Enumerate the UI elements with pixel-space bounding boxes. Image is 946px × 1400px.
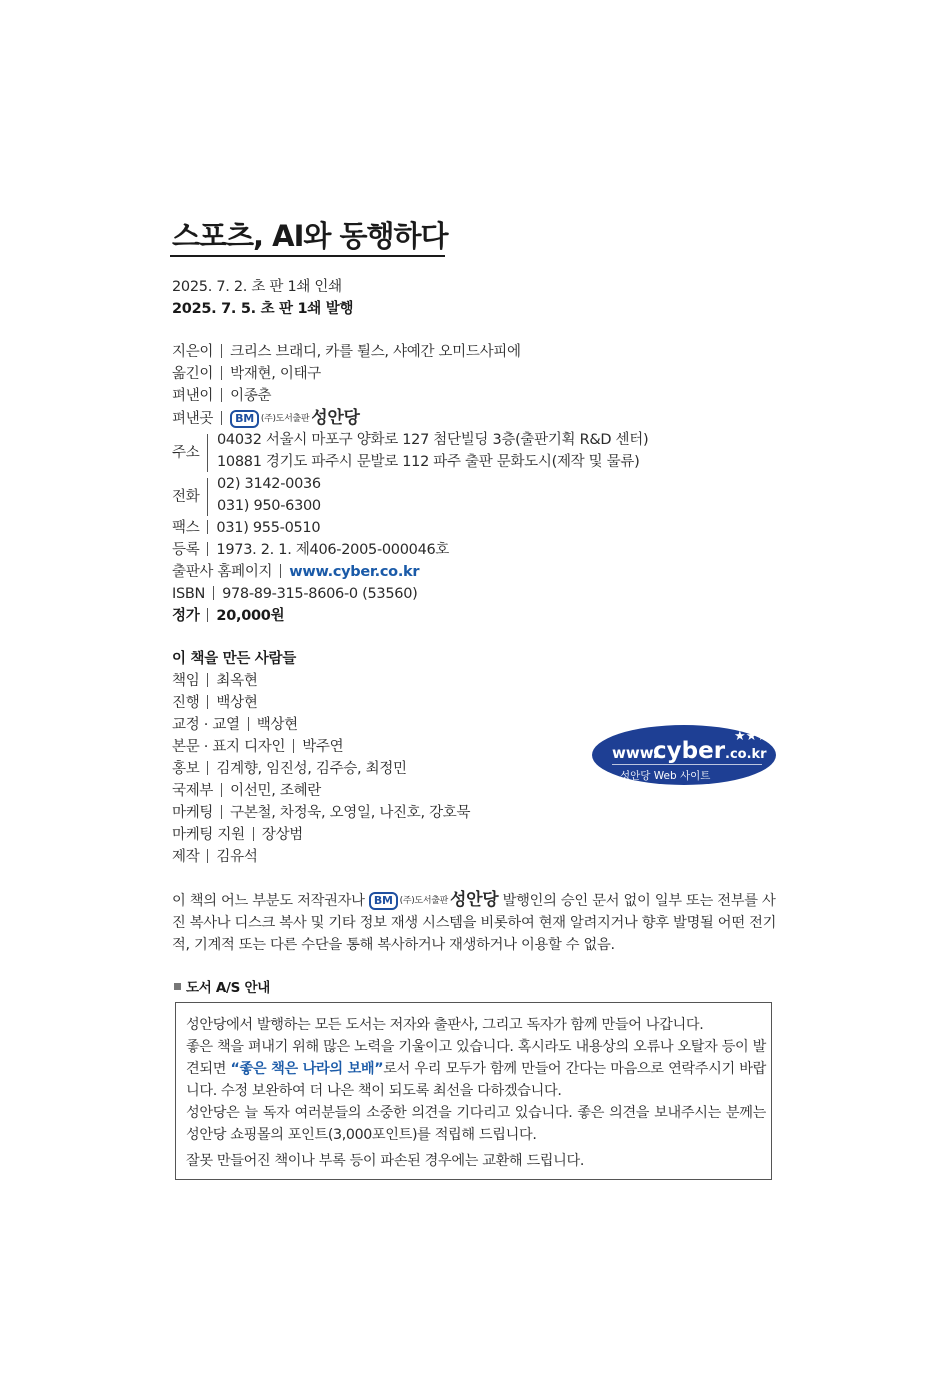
staff-row: [172, 692, 258, 714]
staff-value: 김유석: [216, 849, 258, 865]
credit-value: 031) 955-0510: [216, 520, 321, 536]
as-paragraph3: 성안당은 늘 독자 여러분들의 소중한 의견을 기다리고 있습니다. 좋은 의견을 보내주시는 분께는 성안당 쇼핑몰의 포인트(3,000포인트)를 적립해 드립니다.: [186, 1105, 766, 1144]
staff-row: [172, 736, 343, 758]
staff-heading: 이 책을 만든 사람들: [172, 651, 296, 667]
separator: [221, 344, 222, 358]
credit-label: 출판사 홈페이지: [172, 564, 273, 580]
as-p2-after: 로서 우리 모두가 함께 만들어 간다는 마음으로 연락주시기 바랍니다. 수정 보완하여 더 나은 책이 되도록 최선을 다하겠습니다.: [186, 1061, 766, 1100]
publisher-prefix: (주)도서출판: [260, 414, 310, 424]
separator: [207, 478, 208, 516]
address-line: 10881 경기도 파주시 문발로 112 파주 출판 문화도시(제작 및 물류): [217, 454, 640, 470]
staff-label: 제작: [172, 849, 200, 865]
separator: [207, 849, 208, 863]
separator: [221, 411, 222, 425]
address-line: 04032 서울시 마포구 양화로 127 첨단빌딩 3층(출판기획 R&D 센터): [217, 432, 649, 448]
staff-row: [172, 802, 470, 824]
separator: [248, 717, 249, 731]
copyright-prefix: 이 책의 어느 부분도 저작권자나: [172, 893, 365, 909]
staff-row: [172, 824, 303, 846]
as-paragraph4: 잘못 만들어진 책이나 부록 등이 파손된 경우에는 교환해 드립니다.: [186, 1153, 585, 1169]
staff-row: [172, 780, 321, 802]
credit-label: 등록: [172, 542, 200, 558]
credit-translators: [172, 363, 321, 385]
phone-line: 031) 950-6300: [217, 498, 321, 514]
staff-value: 백상현: [256, 717, 298, 733]
separator: [280, 564, 281, 578]
badge-tld: .co.kr: [725, 747, 767, 762]
staff-label: 국제부: [172, 783, 214, 799]
as-line1: 성안당에서 발행하는 모든 도서는 저자와 출판사, 그리고 독자가 함께 만들어 나갑니다.: [186, 1017, 704, 1033]
separator: [207, 520, 208, 534]
separator: [221, 388, 222, 402]
staff-label: 마케팅: [172, 805, 214, 821]
publisher-prefix: (주)도서출판: [399, 896, 449, 906]
staff-label: 교정 · 교열: [172, 717, 240, 733]
credit-label: 지은이: [172, 344, 214, 360]
staff-value: 박주연: [302, 739, 344, 755]
separator: [207, 434, 208, 472]
credit-value: 크리스 브래디, 카를 튈스, 샤예간 오미드사피에: [230, 344, 521, 360]
separator: [221, 783, 222, 797]
edition-print: 2025. 7. 2. 초 판 1쇄 인쇄: [172, 279, 342, 295]
credit-label: 주소: [172, 445, 200, 461]
staff-row: [172, 714, 298, 736]
credit-fax: [172, 517, 320, 539]
staff-value: 김계향, 임진성, 김주승, 최정민: [216, 761, 407, 777]
credit-label: 펴낸이: [172, 388, 214, 404]
staff-value: 백상현: [216, 695, 258, 711]
credit-homepage: [172, 561, 419, 583]
bm-logo-badge: BM: [230, 410, 259, 428]
credit-isbn: [172, 583, 418, 605]
publisher-name: 성안당: [311, 408, 360, 428]
phone-line: 02) 3142-0036: [217, 476, 321, 492]
staff-value: 구본철, 차정욱, 오영일, 나진호, 강호묵: [230, 805, 471, 821]
separator: [207, 761, 208, 775]
credit-price: [172, 605, 284, 627]
homepage-link[interactable]: www.cyber.co.kr: [289, 564, 420, 580]
staff-label: 진행: [172, 695, 200, 711]
credit-authors: [172, 341, 521, 363]
as-p2-before: 좋은 책을 펴내기 위해 많은 노력을 기울이고 있습니다. 혹시라도 내용상의 오류나 오탈자 등이 발견되면: [186, 1039, 766, 1078]
credit-registration: [172, 539, 449, 561]
staff-row: [172, 670, 258, 692]
staff-label: 홍보: [172, 761, 200, 777]
square-bullet-icon: [174, 983, 181, 990]
credit-value: 이종춘: [230, 388, 272, 404]
as-p2-highlight: “좋은 책은 나라의 보배”: [230, 1061, 384, 1078]
as-guide-heading: [174, 977, 270, 999]
edition-publish: 2025. 7. 5. 초 판 1쇄 발행: [172, 301, 354, 317]
separator: [213, 586, 214, 600]
credit-value: 20,000원: [216, 608, 285, 624]
staff-label: 책임: [172, 673, 200, 689]
book-title: 스포츠, AI와 동행하다: [172, 219, 448, 253]
credit-value: 978-89-315-8606-0 (53560): [222, 586, 418, 602]
badge-rule: [612, 764, 762, 765]
staff-value: 최옥현: [216, 673, 258, 689]
credit-publisher: [172, 407, 360, 430]
badge-www: www.: [612, 744, 659, 762]
staff-value: 장상범: [261, 827, 303, 843]
separator: [207, 542, 208, 556]
as-heading-text: 도서 A/S 안내: [186, 980, 270, 996]
badge-cyber: cyber: [653, 738, 726, 764]
staff-label: 마케팅 지원: [172, 827, 245, 843]
separator: [253, 827, 254, 841]
credit-label: 옮긴이: [172, 366, 214, 382]
separator: [207, 673, 208, 687]
staff-label: 본문 · 표지 디자인: [172, 739, 286, 755]
separator: [207, 608, 208, 622]
credit-label: 정가: [172, 608, 200, 624]
bm-logo-badge: BM: [369, 892, 398, 910]
credit-publisher-person: [172, 385, 271, 407]
credit-label: 전화: [172, 489, 200, 505]
copyright-suffix: 발행인의 승인 문서 없이 일부 또는 전부를 사진 복사나 디스크 복사 및 기타 정보 재생 시스템을 비롯하여 현재 알려지거나 향후 발명될 어떤 전기적, 기계적 또는 다른 수단을 통해 복사하거나 재생하거나 이용할 수 없음.: [172, 893, 777, 953]
staff-row: [172, 846, 258, 868]
credit-label: ISBN: [172, 586, 206, 602]
badge-caption: 성안당 Web 사이트: [620, 770, 711, 782]
credit-value: 박재현, 이태구: [230, 366, 321, 382]
copyright-notice: [172, 889, 778, 956]
publisher-name: 성안당: [450, 890, 499, 910]
separator: [207, 695, 208, 709]
staff-row: [172, 758, 407, 780]
as-paragraph2: [186, 1036, 766, 1103]
separator: [221, 805, 222, 819]
credit-label: 펴낸곳: [172, 411, 214, 427]
credit-value: 1973. 2. 1. 제406-2005-000046호: [216, 542, 450, 558]
staff-value: 이선민, 조혜란: [230, 783, 321, 799]
title-underline: [170, 255, 445, 257]
credit-label: 팩스: [172, 520, 200, 536]
badge-stars: ★★★: [734, 729, 769, 744]
separator: [293, 739, 294, 753]
cyber-web-badge[interactable]: [590, 722, 778, 788]
separator: [221, 366, 222, 380]
